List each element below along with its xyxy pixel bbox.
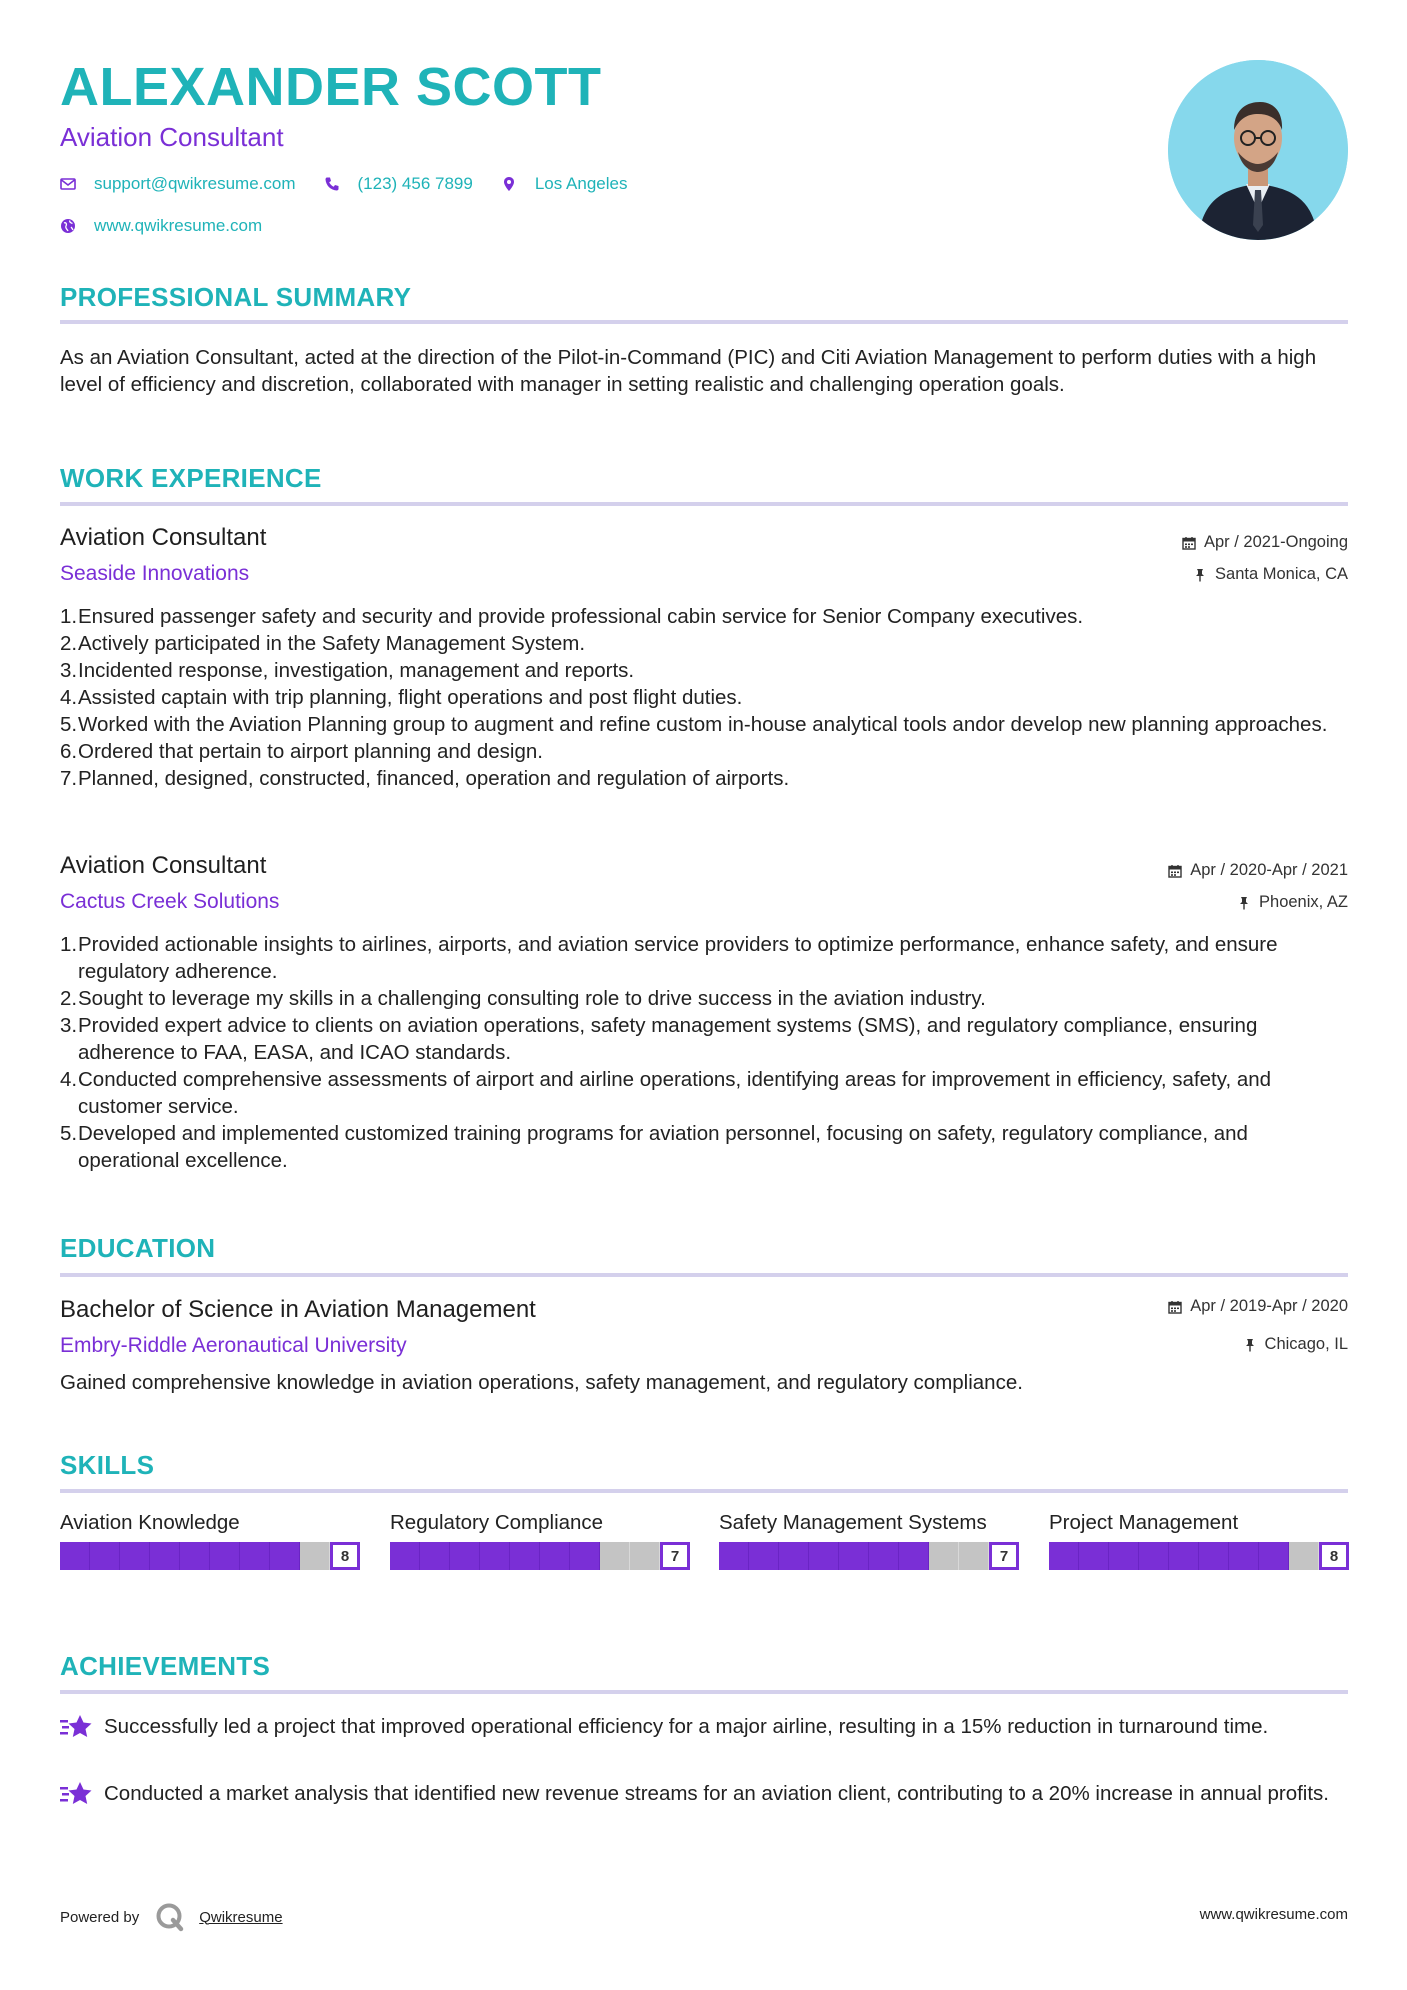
skill-name: Regulatory Compliance xyxy=(390,1511,604,1534)
contact-row-web xyxy=(60,216,290,236)
skill-bar-segment xyxy=(300,1542,330,1570)
skill-bar-segment xyxy=(1259,1542,1289,1570)
job-dates-text: Apr / 2020-Apr / 2021 xyxy=(1190,861,1348,879)
achievement-text: Conducted a market analysis that identified new revenue streams for an aviation client, contributing to a 20% increase in annual profits. xyxy=(104,1782,1329,1805)
skill-bar-segment xyxy=(1049,1542,1079,1570)
skill-bar-segment xyxy=(420,1542,450,1570)
job-duties-list xyxy=(60,603,1350,792)
skill-bar-segment xyxy=(1109,1542,1139,1570)
skill-bar-segment xyxy=(270,1542,300,1570)
job-dates xyxy=(1182,533,1348,552)
star-icon xyxy=(60,1713,92,1741)
email-icon xyxy=(60,176,76,192)
calendar-icon xyxy=(1182,536,1196,550)
profile-photo xyxy=(1168,60,1348,240)
skill-bar-segment xyxy=(1229,1542,1259,1570)
star-icon xyxy=(60,1780,92,1808)
skill-level-value: 7 xyxy=(660,1542,690,1570)
job-title: Aviation Consultant xyxy=(60,852,267,879)
skill-bar-segment xyxy=(240,1542,270,1570)
education-dates-text: Apr / 2019-Apr / 2020 xyxy=(1190,1297,1348,1315)
skill-name: Safety Management Systems xyxy=(719,1511,987,1534)
contact-email[interactable] xyxy=(60,174,296,194)
skill-bar-segment xyxy=(60,1542,90,1570)
skill-bar-segment xyxy=(120,1542,150,1570)
list-item: Sought to leverage my skills in a challenging consulting role to drive success in the aviation industry. xyxy=(78,987,986,1010)
contact-location xyxy=(501,174,628,194)
education-dates xyxy=(1168,1297,1348,1316)
skill-bar-segment xyxy=(90,1542,120,1570)
skill-level-value: 8 xyxy=(330,1542,360,1570)
list-item: Conducted comprehensive assessments of airport and airline operations, identifying areas for improvement in efficiency, safety, and customer service. xyxy=(78,1068,1272,1118)
job-company: Seaside Innovations xyxy=(60,562,250,585)
footer-powered-by xyxy=(60,1902,283,1932)
skill-bar-segment xyxy=(869,1542,899,1570)
skill-bar-segment xyxy=(839,1542,869,1570)
skill-name: Project Management xyxy=(1049,1511,1239,1534)
skill-bar-segment xyxy=(749,1542,779,1570)
job-dates xyxy=(1168,861,1348,880)
skill-level-bar xyxy=(1049,1542,1349,1570)
skill-bar-segment xyxy=(1289,1542,1319,1570)
list-item: Provided actionable insights to airlines, airports, and aviation service providers to optimize performance, enhance safety, and ensure regulatory adherence. xyxy=(78,933,1278,983)
achievement-item xyxy=(60,1713,1350,1741)
skill-bar-segment xyxy=(959,1542,989,1570)
skill-bar-segment xyxy=(1199,1542,1229,1570)
list-item: Planned, designed, constructed, financed, operation and regulation of airports. xyxy=(78,767,790,790)
list-item: Ordered that pertain to airport planning and design. xyxy=(78,740,543,763)
skill-bar-segment xyxy=(809,1542,839,1570)
list-item: Ensured passenger safety and security and provide professional cabin service for Senior Company executives. xyxy=(78,605,1084,628)
job-location xyxy=(1237,893,1348,912)
brand-link[interactable]: Qwikresume xyxy=(199,1908,283,1926)
education-location-text: Chicago, IL xyxy=(1264,1335,1348,1353)
achievement-item xyxy=(60,1780,1350,1808)
website-text: www.qwikresume.com xyxy=(94,216,263,235)
job-dates-text: Apr / 2021-Ongoing xyxy=(1203,533,1348,551)
phone-icon xyxy=(324,176,340,192)
globe-icon xyxy=(60,218,76,234)
candidate-name: ALEXANDER SCOTT xyxy=(60,57,602,117)
list-item: Developed and implemented customized training programs for aviation personnel, focusing on safety, regulatory compliance, and operational excellence. xyxy=(78,1122,1248,1172)
map-pin-icon xyxy=(501,176,517,192)
job-company: Cactus Creek Solutions xyxy=(60,890,280,913)
skill-level-bar xyxy=(390,1542,690,1570)
skill-bar-segment xyxy=(779,1542,809,1570)
email-text: support@qwikresume.com xyxy=(94,174,296,193)
skill-item xyxy=(719,1509,1019,1570)
experience-heading: WORK EXPERIENCE xyxy=(60,463,322,493)
skill-bar-segment xyxy=(630,1542,660,1570)
school-name: Embry-Riddle Aeronautical University xyxy=(60,1334,407,1357)
skill-bar-segment xyxy=(600,1542,630,1570)
person-portrait-icon xyxy=(1168,60,1348,240)
skill-bar-segment xyxy=(150,1542,180,1570)
job-duties-list xyxy=(60,931,1350,1174)
contact-row xyxy=(60,174,655,194)
list-item: Worked with the Aviation Planning group to augment and refine custom in-house analytical tools andor develop new planning approaches. xyxy=(78,713,1328,736)
powered-by-label: Powered by xyxy=(60,1908,140,1926)
list-item: Assisted captain with trip planning, flight operations and post flight duties. xyxy=(78,686,743,709)
skill-bar-segment xyxy=(719,1542,749,1570)
skill-level-bar xyxy=(60,1542,360,1570)
job-location-text: Santa Monica, CA xyxy=(1215,565,1348,583)
achievement-text: Successfully led a project that improved operational efficiency for a major airline, resulting in a 15% reduction in turnaround time. xyxy=(104,1715,1269,1738)
skill-bar-segment xyxy=(570,1542,600,1570)
contact-phone[interactable] xyxy=(324,174,473,194)
job-location-text: Phoenix, AZ xyxy=(1259,893,1348,911)
pushpin-icon xyxy=(1237,896,1251,910)
location-text: Los Angeles xyxy=(534,174,628,193)
skill-bar-segment xyxy=(180,1542,210,1570)
summary-heading: PROFESSIONAL SUMMARY xyxy=(60,282,412,312)
skill-bar-segment xyxy=(510,1542,540,1570)
skill-item xyxy=(1049,1509,1349,1570)
skill-bar-segment xyxy=(929,1542,959,1570)
contact-website[interactable] xyxy=(60,216,262,236)
skill-bar-segment xyxy=(899,1542,929,1570)
pushpin-icon xyxy=(1193,568,1207,582)
footer-url[interactable]: www.qwikresume.com xyxy=(1199,1906,1348,1923)
list-item: Provided expert advice to clients on aviation operations, safety management systems (SMS), and regulatory compliance, ensuring adherence to FAA, EASA, and ICAO standards. xyxy=(78,1014,1258,1064)
skill-level-bar xyxy=(719,1542,1019,1570)
pushpin-icon xyxy=(1243,1338,1257,1352)
section-divider xyxy=(60,502,1348,506)
skill-bar-segment xyxy=(540,1542,570,1570)
education-description: Gained comprehensive knowledge in aviation operations, safety management, and regulatory compliance. xyxy=(60,1371,1023,1394)
skill-item xyxy=(60,1509,360,1570)
skill-bar-segment xyxy=(480,1542,510,1570)
section-divider xyxy=(60,1489,1348,1493)
skill-level-value: 7 xyxy=(989,1542,1019,1570)
skill-item xyxy=(390,1509,690,1570)
list-item: Actively participated in the Safety Management System. xyxy=(78,632,586,655)
list-item: Incidented response, investigation, management and reports. xyxy=(78,659,635,682)
education-heading: EDUCATION xyxy=(60,1233,216,1263)
skill-bar-segment xyxy=(1139,1542,1169,1570)
section-divider xyxy=(60,1690,1348,1694)
job-location xyxy=(1193,565,1348,584)
qwikresume-logo-icon xyxy=(155,1902,185,1932)
skill-bar-segment xyxy=(450,1542,480,1570)
skill-bar-segment xyxy=(1079,1542,1109,1570)
degree-title: Bachelor of Science in Aviation Management xyxy=(60,1296,536,1323)
summary-text: As an Aviation Consultant, acted at the direction of the Pilot-in-Command (PIC) and Citi Aviation Management to perform duties with a high level of efficiency and discretion, collaborated with manager in setting realistic and challenging operation goals. xyxy=(60,346,1317,396)
achievements-heading: ACHIEVEMENTS xyxy=(60,1651,271,1681)
skill-bar-segment xyxy=(1169,1542,1199,1570)
candidate-title: Aviation Consultant xyxy=(60,122,284,152)
skill-bar-segment xyxy=(210,1542,240,1570)
calendar-icon xyxy=(1168,864,1182,878)
section-divider xyxy=(60,320,1348,324)
skills-heading: SKILLS xyxy=(60,1450,155,1480)
skill-bar-segment xyxy=(390,1542,420,1570)
job-title: Aviation Consultant xyxy=(60,524,267,551)
skill-level-value: 8 xyxy=(1319,1542,1349,1570)
education-location xyxy=(1243,1335,1348,1354)
phone-text: (123) 456 7899 xyxy=(357,174,473,193)
skill-name: Aviation Knowledge xyxy=(60,1511,240,1534)
calendar-icon xyxy=(1168,1300,1182,1314)
section-divider xyxy=(60,1273,1348,1277)
